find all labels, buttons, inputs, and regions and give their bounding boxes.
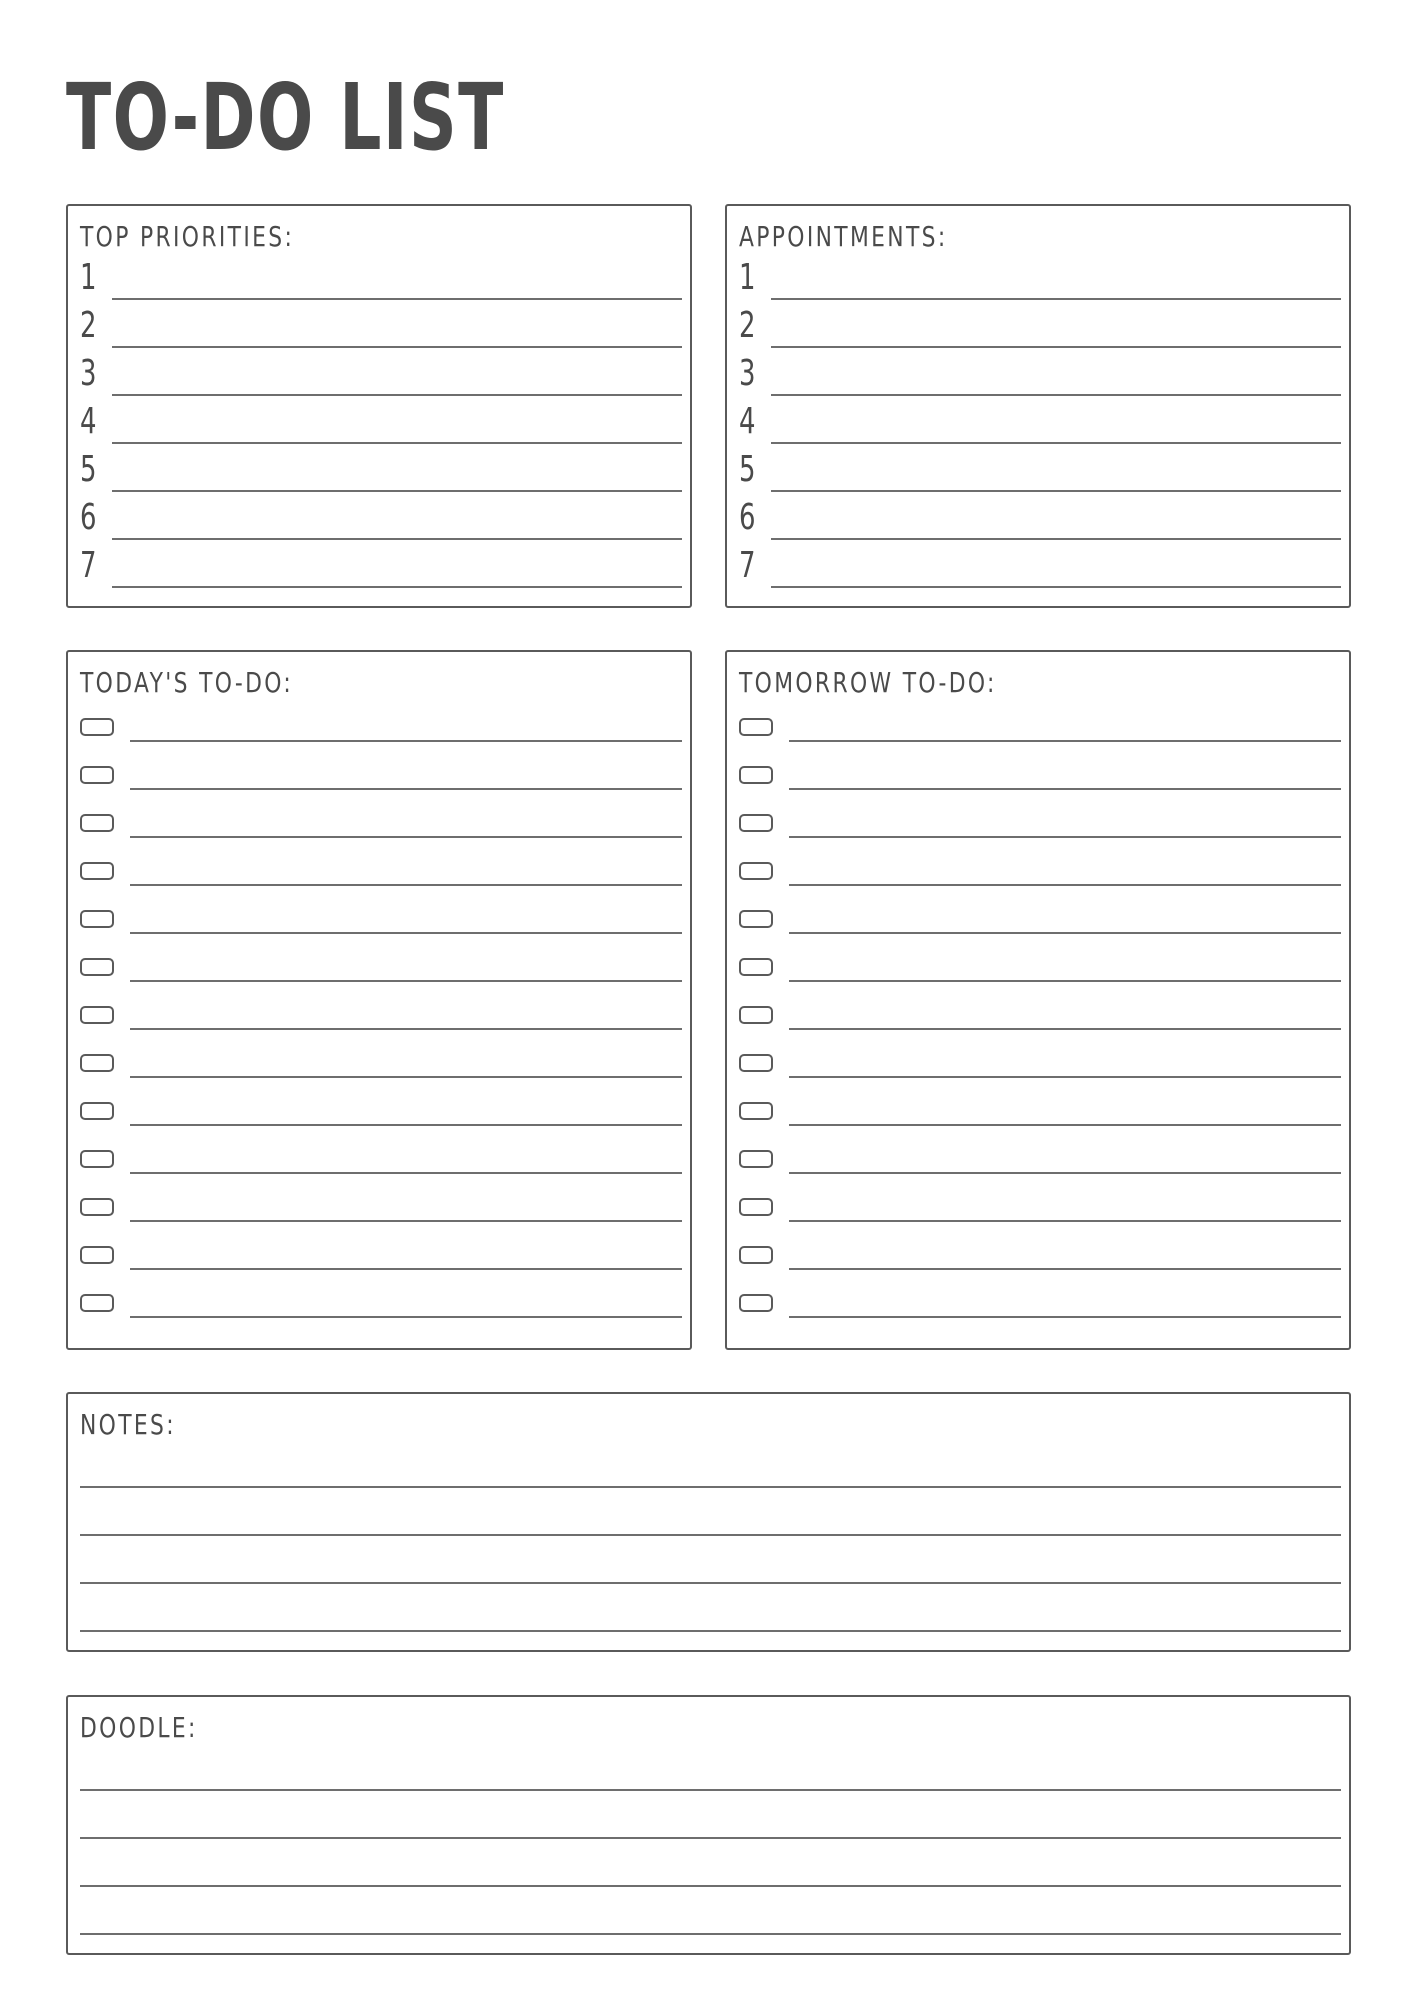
appointment-line[interactable]: [771, 442, 1341, 444]
tomorrow-todo-checkbox[interactable]: [739, 1150, 773, 1168]
appointment-number: 1: [739, 257, 756, 298]
today-todo-line[interactable]: [130, 836, 682, 838]
today-todo-line[interactable]: [130, 740, 682, 742]
tomorrow-todo-checkbox[interactable]: [739, 862, 773, 880]
priority-number: 4: [80, 401, 97, 442]
today-todo-checkbox[interactable]: [80, 1006, 114, 1024]
today-todo-checkbox[interactable]: [80, 862, 114, 880]
today-todo-checkbox[interactable]: [80, 814, 114, 832]
top-priorities-label: TOP PRIORITIES:: [80, 220, 295, 253]
appointment-line[interactable]: [771, 538, 1341, 540]
today-todo-line[interactable]: [130, 1172, 682, 1174]
appointment-number: 5: [739, 449, 756, 490]
appointment-line[interactable]: [771, 586, 1341, 588]
appointments-section: [725, 204, 1351, 608]
tomorrow-todo-line[interactable]: [789, 1220, 1341, 1222]
appointment-number: 2: [739, 305, 756, 346]
today-todo-line[interactable]: [130, 1316, 682, 1318]
appointment-number: 3: [739, 353, 756, 394]
tomorrow-todo-checkbox[interactable]: [739, 718, 773, 736]
tomorrow-todo-checkbox[interactable]: [739, 1246, 773, 1264]
tomorrow-todo-line[interactable]: [789, 788, 1341, 790]
today-todo-line[interactable]: [130, 1268, 682, 1270]
priority-number: 7: [80, 545, 97, 586]
today-todo-checkbox[interactable]: [80, 1294, 114, 1312]
page-title: TO-DO LIST: [66, 64, 505, 171]
doodle-line[interactable]: [80, 1885, 1341, 1887]
doodle-line[interactable]: [80, 1789, 1341, 1791]
today-todo-checkbox[interactable]: [80, 1102, 114, 1120]
appointments-label: APPOINTMENTS:: [739, 220, 948, 253]
today-todo-line[interactable]: [130, 884, 682, 886]
tomorrow-todo-line[interactable]: [789, 1124, 1341, 1126]
doodle-line[interactable]: [80, 1933, 1341, 1935]
today-todo-line[interactable]: [130, 932, 682, 934]
tomorrow-todo-line[interactable]: [789, 1076, 1341, 1078]
tomorrow-todo-checkbox[interactable]: [739, 814, 773, 832]
tomorrow-todo-line[interactable]: [789, 740, 1341, 742]
priority-number: 1: [80, 257, 97, 298]
tomorrow-todo-line[interactable]: [789, 1028, 1341, 1030]
priority-line[interactable]: [112, 538, 682, 540]
tomorrow-todo-checkbox[interactable]: [739, 910, 773, 928]
priority-line[interactable]: [112, 586, 682, 588]
priority-number: 5: [80, 449, 97, 490]
appointment-line[interactable]: [771, 346, 1341, 348]
today-todo-checkbox[interactable]: [80, 1150, 114, 1168]
tomorrow-todo-line[interactable]: [789, 1172, 1341, 1174]
tomorrow-todo-section: [725, 650, 1351, 1350]
tomorrow-todo-checkbox[interactable]: [739, 1054, 773, 1072]
today-todo-line[interactable]: [130, 1028, 682, 1030]
tomorrow-todo-line[interactable]: [789, 884, 1341, 886]
appointment-line[interactable]: [771, 394, 1341, 396]
priority-line[interactable]: [112, 490, 682, 492]
priority-line[interactable]: [112, 394, 682, 396]
todays-todo-label: TODAY'S TO-DO:: [80, 666, 294, 699]
doodle-label: DOODLE:: [80, 1711, 198, 1744]
doodle-line[interactable]: [80, 1837, 1341, 1839]
today-todo-line[interactable]: [130, 788, 682, 790]
tomorrow-todo-line[interactable]: [789, 836, 1341, 838]
appointment-line[interactable]: [771, 298, 1341, 300]
tomorrow-todo-label: TOMORROW TO-DO:: [739, 666, 997, 699]
tomorrow-todo-checkbox[interactable]: [739, 1294, 773, 1312]
priority-number: 6: [80, 497, 97, 538]
notes-line[interactable]: [80, 1630, 1341, 1632]
notes-label: NOTES:: [80, 1408, 176, 1441]
priority-line[interactable]: [112, 346, 682, 348]
tomorrow-todo-checkbox[interactable]: [739, 958, 773, 976]
doodle-section: [66, 1695, 1351, 1955]
today-todo-checkbox[interactable]: [80, 718, 114, 736]
notes-line[interactable]: [80, 1534, 1341, 1536]
todays-todo-section: [66, 650, 692, 1350]
appointment-number: 7: [739, 545, 756, 586]
today-todo-line[interactable]: [130, 980, 682, 982]
today-todo-checkbox[interactable]: [80, 1246, 114, 1264]
today-todo-line[interactable]: [130, 1124, 682, 1126]
priority-line[interactable]: [112, 442, 682, 444]
tomorrow-todo-checkbox[interactable]: [739, 1198, 773, 1216]
today-todo-checkbox[interactable]: [80, 958, 114, 976]
today-todo-line[interactable]: [130, 1076, 682, 1078]
notes-line[interactable]: [80, 1582, 1341, 1584]
tomorrow-todo-checkbox[interactable]: [739, 1102, 773, 1120]
today-todo-line[interactable]: [130, 1220, 682, 1222]
notes-line[interactable]: [80, 1486, 1341, 1488]
tomorrow-todo-line[interactable]: [789, 1316, 1341, 1318]
tomorrow-todo-checkbox[interactable]: [739, 766, 773, 784]
tomorrow-todo-line[interactable]: [789, 980, 1341, 982]
priority-number: 3: [80, 353, 97, 394]
appointment-line[interactable]: [771, 490, 1341, 492]
notes-section: [66, 1392, 1351, 1652]
today-todo-checkbox[interactable]: [80, 1054, 114, 1072]
today-todo-checkbox[interactable]: [80, 1198, 114, 1216]
tomorrow-todo-line[interactable]: [789, 1268, 1341, 1270]
appointment-number: 4: [739, 401, 756, 442]
top-priorities-section: [66, 204, 692, 608]
today-todo-checkbox[interactable]: [80, 766, 114, 784]
appointment-number: 6: [739, 497, 756, 538]
priority-line[interactable]: [112, 298, 682, 300]
tomorrow-todo-line[interactable]: [789, 932, 1341, 934]
today-todo-checkbox[interactable]: [80, 910, 114, 928]
priority-number: 2: [80, 305, 97, 346]
tomorrow-todo-checkbox[interactable]: [739, 1006, 773, 1024]
